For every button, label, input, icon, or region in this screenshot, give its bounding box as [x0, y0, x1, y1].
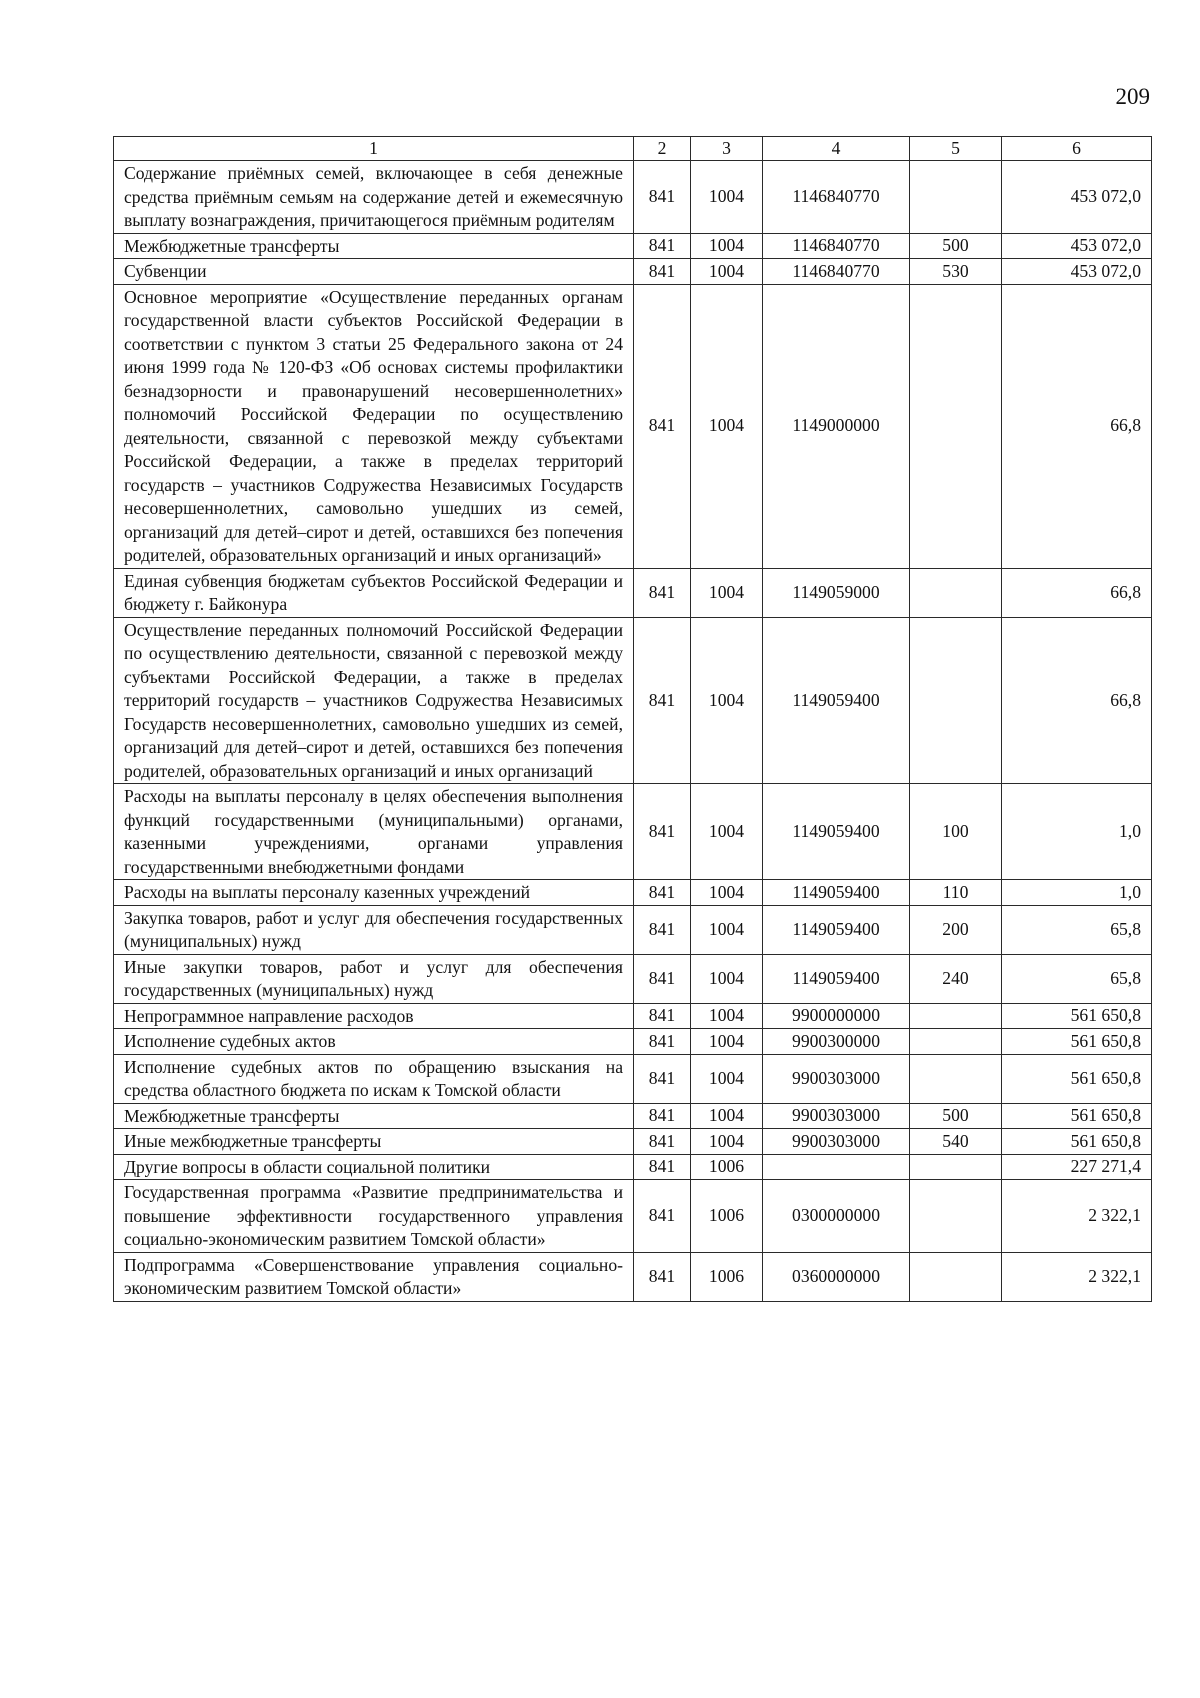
- amount-cell: 66,8: [1002, 617, 1152, 784]
- expense-name-cell: Исполнение судебных актов по обращению взыскания на средства областного бюджета по искам к Томской области: [114, 1054, 634, 1103]
- department-code-cell: 841: [634, 954, 691, 1003]
- expense-name-cell: Межбюджетные трансферты: [114, 233, 634, 259]
- table-row: [114, 1054, 1152, 1103]
- expense-name-cell: Содержание приёмных семей, включающее в себя денежные средства приёмным семьям на содержание детей и ежемесячную выплату вознаграждения, причитающегося приёмным родителям: [114, 161, 634, 234]
- section-code-cell: 1004: [691, 784, 763, 880]
- amount-cell: 227 271,4: [1002, 1154, 1152, 1180]
- department-code-cell: 841: [634, 1054, 691, 1103]
- department-code-cell: 841: [634, 905, 691, 954]
- table-row: [114, 568, 1152, 617]
- department-code-cell: 841: [634, 1129, 691, 1155]
- table-row: [114, 284, 1152, 568]
- table-row: [114, 1003, 1152, 1029]
- section-code-cell: 1004: [691, 1054, 763, 1103]
- department-code-cell: 841: [634, 1180, 691, 1253]
- target-article-cell: 1149059400: [763, 617, 910, 784]
- section-code-cell: 1006: [691, 1154, 763, 1180]
- table-header-row: [114, 137, 1152, 161]
- department-code-cell: 841: [634, 284, 691, 568]
- target-article-cell: 1149000000: [763, 284, 910, 568]
- target-article-cell: 0300000000: [763, 1180, 910, 1253]
- amount-cell: 453 072,0: [1002, 161, 1152, 234]
- expense-type-cell: 110: [910, 880, 1002, 906]
- column-header: 5: [910, 137, 1002, 161]
- amount-cell: 561 650,8: [1002, 1029, 1152, 1055]
- department-code-cell: 841: [634, 1029, 691, 1055]
- expense-type-cell: [910, 161, 1002, 234]
- expense-name-cell: Исполнение судебных актов: [114, 1029, 634, 1055]
- expense-type-cell: [910, 1054, 1002, 1103]
- amount-cell: 561 650,8: [1002, 1003, 1152, 1029]
- table-row: [114, 1029, 1152, 1055]
- expense-name-cell: Субвенции: [114, 259, 634, 285]
- expense-type-cell: [910, 1154, 1002, 1180]
- table-row: [114, 1103, 1152, 1129]
- section-code-cell: 1004: [691, 259, 763, 285]
- department-code-cell: 841: [634, 568, 691, 617]
- expense-type-cell: [910, 617, 1002, 784]
- department-code-cell: 841: [634, 880, 691, 906]
- expense-name-cell: Другие вопросы в области социальной политики: [114, 1154, 634, 1180]
- table-row: [114, 905, 1152, 954]
- column-header: 1: [114, 137, 634, 161]
- expense-name-cell: Непрограммное направление расходов: [114, 1003, 634, 1029]
- table-row: [114, 161, 1152, 234]
- expense-type-cell: 530: [910, 259, 1002, 285]
- amount-cell: 453 072,0: [1002, 233, 1152, 259]
- section-code-cell: 1004: [691, 233, 763, 259]
- amount-cell: 2 322,1: [1002, 1180, 1152, 1253]
- section-code-cell: 1004: [691, 954, 763, 1003]
- expense-name-cell: Расходы на выплаты персоналу казенных учреждений: [114, 880, 634, 906]
- section-code-cell: 1004: [691, 617, 763, 784]
- table-row: [114, 880, 1152, 906]
- department-code-cell: 841: [634, 1003, 691, 1029]
- amount-cell: 561 650,8: [1002, 1103, 1152, 1129]
- expense-name-cell: Расходы на выплаты персоналу в целях обеспечения выполнения функций государственными (муниципальными) органами, казенными учреждениями, органами управления государственными внебюджетными фондами: [114, 784, 634, 880]
- expense-name-cell: Подпрограмма «Совершенствование управления социально-экономическим развитием Томской области»: [114, 1252, 634, 1301]
- expense-name-cell: Иные закупки товаров, работ и услуг для обеспечения государственных (муниципальных) нужд: [114, 954, 634, 1003]
- table-row: [114, 259, 1152, 285]
- target-article-cell: 1146840770: [763, 233, 910, 259]
- department-code-cell: 841: [634, 1103, 691, 1129]
- expense-type-cell: [910, 1252, 1002, 1301]
- expense-name-cell: Основное мероприятие «Осуществление переданных органам государственной власти субъектов Российской Федерации в соответствии с пунктом 3 статьи 25 Федерального закона от 24 июня 1999 года № 120-ФЗ «Об основах системы профилактики безнадзорности и правонарушений несовершеннолетних» полномочий Российской Федерации по осуществлению деятельности, связанной с перевозкой между субъектами Российской Федерации, а также в пределах территорий государств – участников Содружества Независимых Государств несовершеннолетних, самовольно ушедших из семей, организаций для детей–сирот и детей, оставшихся без попечения родителей, образовательных организаций и иных организаций»: [114, 284, 634, 568]
- department-code-cell: 841: [634, 1252, 691, 1301]
- section-code-cell: 1004: [691, 1029, 763, 1055]
- column-header: 2: [634, 137, 691, 161]
- amount-cell: 65,8: [1002, 954, 1152, 1003]
- department-code-cell: 841: [634, 784, 691, 880]
- expense-type-cell: 500: [910, 233, 1002, 259]
- section-code-cell: 1004: [691, 905, 763, 954]
- target-article-cell: 9900303000: [763, 1054, 910, 1103]
- amount-cell: 1,0: [1002, 880, 1152, 906]
- column-header: 4: [763, 137, 910, 161]
- department-code-cell: 841: [634, 161, 691, 234]
- target-article-cell: 1149059400: [763, 880, 910, 906]
- table-row: [114, 1252, 1152, 1301]
- table-row: [114, 1180, 1152, 1253]
- expense-name-cell: Межбюджетные трансферты: [114, 1103, 634, 1129]
- amount-cell: 66,8: [1002, 568, 1152, 617]
- target-article-cell: 9900303000: [763, 1103, 910, 1129]
- section-code-cell: 1004: [691, 1129, 763, 1155]
- expense-name-cell: Единая субвенция бюджетам субъектов Российской Федерации и бюджету г. Байконура: [114, 568, 634, 617]
- expense-type-cell: 100: [910, 784, 1002, 880]
- expense-name-cell: Осуществление переданных полномочий Российской Федерации по осуществлению деятельности, связанной с перевозкой между субъектами Российской Федерации, а также в пределах территорий государств – участников Содружества Независимых Государств несовершеннолетних, самовольно ушедших из семей, организаций для детей–сирот и детей, оставшихся без попечения родителей, образовательных организаций и иных организаций: [114, 617, 634, 784]
- table-row: [114, 617, 1152, 784]
- target-article-cell: 1149059000: [763, 568, 910, 617]
- table-row: [114, 784, 1152, 880]
- department-code-cell: 841: [634, 617, 691, 784]
- amount-cell: 2 322,1: [1002, 1252, 1152, 1301]
- amount-cell: 453 072,0: [1002, 259, 1152, 285]
- target-article-cell: 9900300000: [763, 1029, 910, 1055]
- column-header: 3: [691, 137, 763, 161]
- section-code-cell: 1004: [691, 161, 763, 234]
- section-code-cell: 1004: [691, 880, 763, 906]
- target-article-cell: 0360000000: [763, 1252, 910, 1301]
- target-article-cell: 9900000000: [763, 1003, 910, 1029]
- expense-type-cell: 200: [910, 905, 1002, 954]
- table-row: [114, 954, 1152, 1003]
- expense-type-cell: 540: [910, 1129, 1002, 1155]
- amount-cell: 1,0: [1002, 784, 1152, 880]
- column-header: 6: [1002, 137, 1152, 161]
- target-article-cell: 9900303000: [763, 1129, 910, 1155]
- amount-cell: 561 650,8: [1002, 1054, 1152, 1103]
- department-code-cell: 841: [634, 1154, 691, 1180]
- target-article-cell: 1146840770: [763, 259, 910, 285]
- expense-type-cell: [910, 1029, 1002, 1055]
- table-row: [114, 233, 1152, 259]
- table-body: [114, 161, 1152, 1302]
- budget-table: [113, 136, 1152, 1302]
- expense-name-cell: Закупка товаров, работ и услуг для обеспечения государственных (муниципальных) нужд: [114, 905, 634, 954]
- amount-cell: 561 650,8: [1002, 1129, 1152, 1155]
- target-article-cell: 1149059400: [763, 784, 910, 880]
- target-article-cell: 1146840770: [763, 161, 910, 234]
- section-code-cell: 1004: [691, 1003, 763, 1029]
- section-code-cell: 1004: [691, 1103, 763, 1129]
- expense-type-cell: [910, 1180, 1002, 1253]
- department-code-cell: 841: [634, 233, 691, 259]
- expense-type-cell: [910, 1003, 1002, 1029]
- target-article-cell: [763, 1154, 910, 1180]
- amount-cell: 65,8: [1002, 905, 1152, 954]
- target-article-cell: 1149059400: [763, 905, 910, 954]
- expense-name-cell: Иные межбюджетные трансферты: [114, 1129, 634, 1155]
- table-row: [114, 1154, 1152, 1180]
- target-article-cell: 1149059400: [763, 954, 910, 1003]
- section-code-cell: 1006: [691, 1180, 763, 1253]
- section-code-cell: 1004: [691, 568, 763, 617]
- expense-type-cell: [910, 284, 1002, 568]
- section-code-cell: 1006: [691, 1252, 763, 1301]
- amount-cell: 66,8: [1002, 284, 1152, 568]
- page-number: 209: [1115, 84, 1150, 109]
- expense-type-cell: 500: [910, 1103, 1002, 1129]
- expense-name-cell: Государственная программа «Развитие предпринимательства и повышение эффективности государственного управления социально-экономическим развитием Томской области»: [114, 1180, 634, 1253]
- department-code-cell: 841: [634, 259, 691, 285]
- table-row: [114, 1129, 1152, 1155]
- expense-type-cell: [910, 568, 1002, 617]
- expense-type-cell: 240: [910, 954, 1002, 1003]
- section-code-cell: 1004: [691, 284, 763, 568]
